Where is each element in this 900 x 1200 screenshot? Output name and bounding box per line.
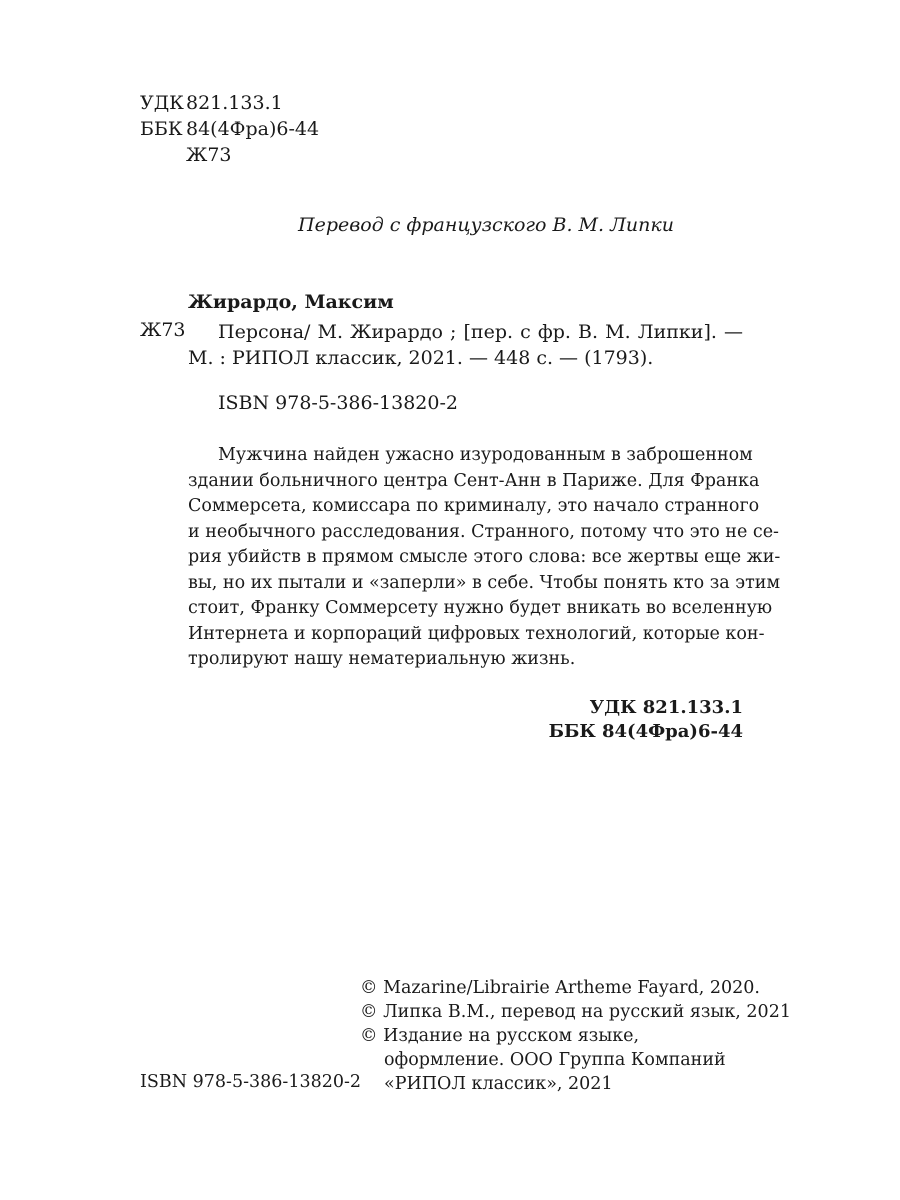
isbn-record: ISBN 978-5-386-13820-2: [218, 392, 458, 414]
abstract-line: Мужчина найден ужасно изуродованным в заброшенном: [218, 445, 753, 465]
copyright-line: «РИПОЛ классик», 2021: [384, 1074, 613, 1094]
isbn-bottom: ISBN 978-5-386-13820-2: [140, 1072, 362, 1092]
bib-publisher-line: М. : РИПОЛ классик, 2021. — 448 с. — (1793).: [188, 347, 654, 369]
abstract-line: здании больничного центра Сент-Анн в Париже. Для Франка: [188, 470, 760, 491]
classification-block: [549, 696, 743, 744]
udk-code-row: [140, 90, 283, 116]
abstract-line: тролируют нашу нематериальную жизнь.: [188, 649, 576, 669]
copyright-line: оформление. ООО Группа Компаний: [384, 1050, 726, 1070]
abstract-line: и необычного расследования. Странного, потому что это не се-: [188, 521, 779, 542]
bbk-value: 84(4Фра)6-44: [186, 118, 320, 140]
abstract-line: вы, но их пытали и «заперли» в себе. Чтобы понять кто за этим: [188, 572, 781, 593]
translation-note: Перевод с французского В. М. Липки: [298, 214, 674, 236]
copyright-line: © Липка В.М., перевод на русский язык, 2021: [360, 1002, 791, 1022]
author-name: Жирардо, Максим: [188, 291, 394, 313]
abstract-line: Интернета и корпораций цифровых технологий, которые кон-: [188, 623, 765, 644]
abstract-paragraph: [188, 443, 781, 673]
copyright-block: [360, 976, 791, 1096]
abstract-line: стоит, Франку Соммерсету нужно будет вникать во вселенную: [188, 598, 773, 618]
abstract-line: рия убийств в прямом смысле этого слова: все жертвы еще жи-: [188, 547, 781, 567]
classification-udk: УДК 821.133.1: [589, 697, 743, 718]
bib-title-line: Персона/ М. Жирардо ; [пер. с фр. В. М. Липки]. —: [218, 321, 743, 343]
copyright-line: © Mazarine/Librairie Artheme Fayard, 2020.: [360, 978, 760, 998]
udk-value: 821.133.1: [186, 92, 283, 114]
author-mark: Ж73: [186, 144, 232, 166]
classification-bbk: ББК 84(4Фра)6-44: [548, 721, 743, 742]
bbk-label: ББК: [140, 118, 183, 140]
udk-label: УДК: [140, 92, 184, 114]
bbk-code-row: [140, 116, 319, 142]
abstract-line: Соммерсета, комиссара по криминалу, это начало странного: [188, 496, 760, 516]
call-number: Ж73: [140, 319, 186, 341]
copyright-line: © Издание на русском языке,: [360, 1026, 640, 1046]
